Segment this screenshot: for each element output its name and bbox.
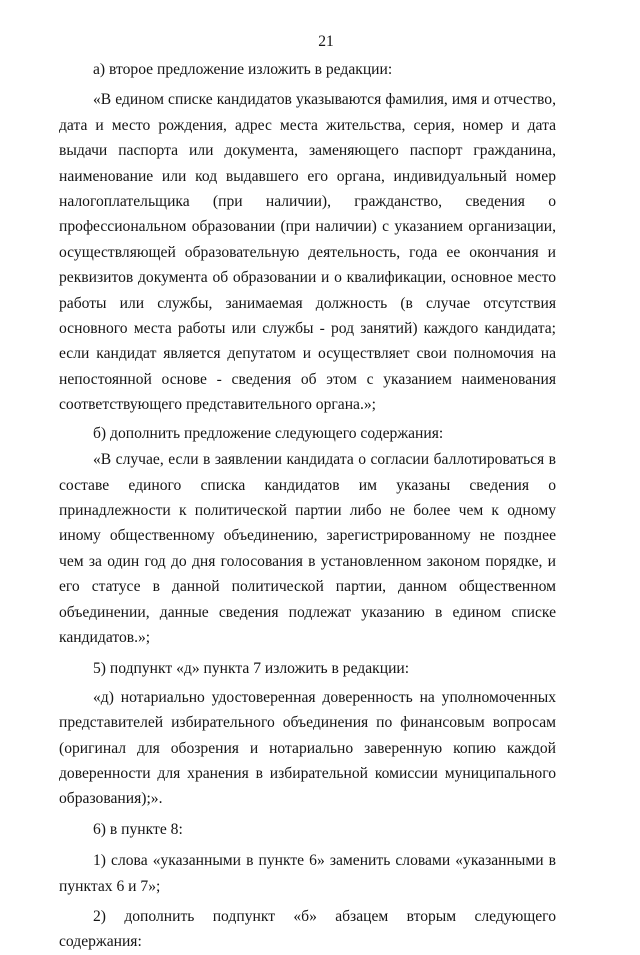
- paragraph-b-quote: «В случае, если в заявлении кандидата о согласии баллотироваться в составе единого списка кандидатов им указаны сведения о принадлежности к политической партии либо не более чем к одному иному общественному объединению, зарегистрированному не позднее чем за один год до дня голосования в установленном законом порядке, и его статусе в данной политической партии, данном общественном объединении, данные сведения подлежат указанию в едином списке кандидатов.»;: [59, 451, 556, 646]
- paragraph-6-item-2: 2) дополнить подпункт «б» абзацем вторым следующего содержания:: [59, 908, 556, 951]
- paragraph-a-quote: «В едином списке кандидатов указываются фамилия, имя и отчество, дата и место рождения, адрес места жительства, серия, номер и дата выдачи паспорта или документа, заменяющего паспорт гражданина, наименование или код выдавшего его органа, индивидуальный номер налогоплательщика (при наличии), гражданство, сведения о профессиональном образовании (при наличии) с указанием организации, осуществляющей образовательную деятельность, года ее окончания и реквизитов документа об образовании и о квалификации, основное место работы или службы, занимаемая должность (в случае отсутствия основного места работы или службы - род занятий) каждого кандидата; если кандидат является депутатом и осуществляет свои полномочия на непостоянной основе - сведения об этом с указанием наименования соответствующего представительного органа.»;: [59, 91, 556, 414]
- paragraph-b-intro: б) дополнить предложение следующего содержания:: [93, 424, 444, 442]
- page-number: 21: [318, 33, 334, 50]
- paragraph-5-intro: 5) подпункт «д» пункта 7 изложить в редакции:: [93, 660, 410, 678]
- paragraph-6-item-1: 1) слова «указанными в пункте 6» заменить словами «указанными в пунктах 6 и 7»;: [59, 852, 556, 895]
- document-body: [59, 57, 556, 955]
- paragraph-6-intro: 6) в пункте 8:: [93, 820, 183, 838]
- paragraph-5-quote: «д) нотариально удостоверенная доверенность на уполномоченных представителей избирательного объединения по финансовым вопросам (оригинал для обозрения и нотариально заверенную копию каждой доверенности для хранения в избирательной комиссии муниципального образования);».: [59, 688, 556, 808]
- paragraph-a-intro: а) второе предложение изложить в редакции:: [93, 61, 393, 78]
